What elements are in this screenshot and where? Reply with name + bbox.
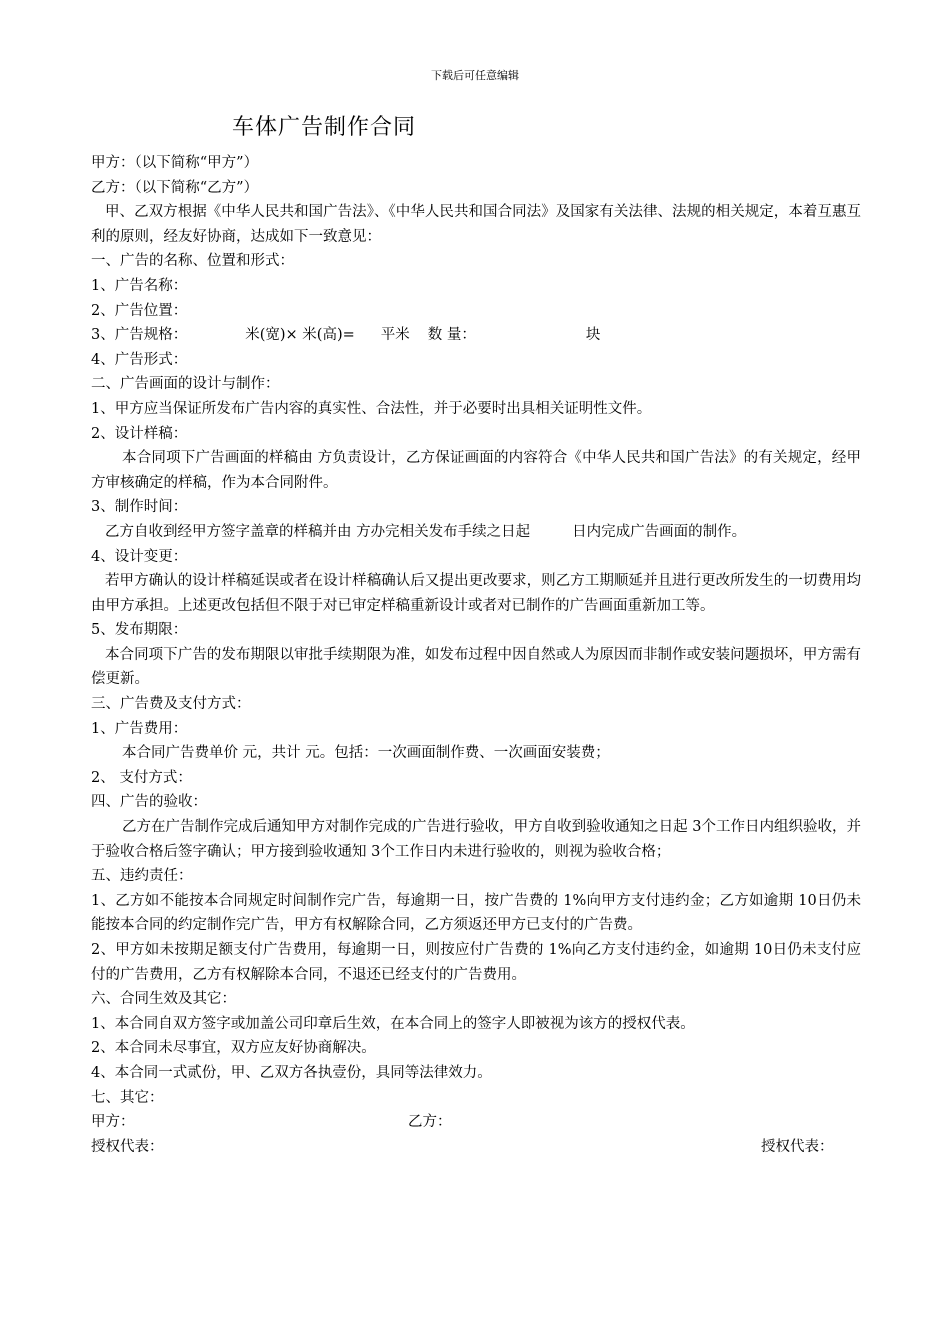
ad-name-line: 1、广告名称：: [91, 277, 188, 294]
party-a-line: 甲方：（以下简称“甲方”）: [91, 155, 259, 171]
design-item-5-title: 5、发布期限：: [91, 622, 188, 639]
party-b-signature-label: 乙方：: [408, 1114, 452, 1131]
ad-position-line: 2、广告位置：: [91, 302, 188, 319]
party-a-representative-label: 授权代表：: [91, 1138, 164, 1155]
design-item-3-body: [91, 520, 861, 545]
design-item-1: 1、甲方应当保证所发布广告内容的真实性、合法性，并于必要时出具相关证明性文件。: [91, 400, 652, 417]
design-item-3-title: 3、制作时间：: [91, 499, 188, 516]
ad-spec-qty: 数 量：: [427, 327, 476, 344]
ad-spec-unit: 块: [585, 327, 601, 344]
section-2-heading: 二、广告画面的设计与制作：: [91, 376, 280, 393]
design-item-4-body: 若甲方确认的设计样稿延误或者在设计样稿确认后又提出更改要求，则乙方工期顺延并且进行更改所发生的一切费用均由甲方承担。上述更改包括但不限于对已审定样稿重新设计或者对已制作的广告画面重新加工等。: [91, 573, 861, 614]
ad-spec-dims: 米(宽)× 米(高)=: [245, 327, 355, 344]
effect-item-1: 1、本合同自双方签字或加盖公司印章后生效，在本合同上的签字人即被视为该方的授权代表。: [91, 1015, 695, 1032]
fee-item-2-title: 2、 支付方式：: [91, 769, 192, 786]
acceptance-body: 乙方在广告制作完成后通知甲方对制作完成的广告进行验收，甲方自收到验收通知之日起 3个工作日内组织验收，并于验收合格后签字确认；甲方接到验收通知 3个工作日内未进行验收的，则视为验收合格；: [91, 819, 861, 860]
section-5-heading: 五、违约责任：: [91, 868, 193, 885]
fee-item-1-body: 本合同广告费单价 元，共计 元。包括：一次画面制作费、一次画面安装费；: [122, 745, 610, 762]
party-b-line: 乙方：（以下简称“乙方”）: [91, 179, 259, 196]
section-3-heading: 三、广告费及支付方式：: [91, 696, 251, 713]
ad-form-line: 4、广告形式：: [91, 351, 188, 368]
section-6-heading: 六、合同生效及其它：: [91, 991, 236, 1008]
section-1-heading: 一、广告的名称、位置和形式：: [91, 253, 294, 270]
party-a-signature-label: 甲方：: [91, 1114, 135, 1131]
party-b-representative-label: 授权代表：: [761, 1138, 834, 1155]
ad-spec-area: 平米: [380, 327, 410, 344]
design-item-5-body: 本合同项下广告的发布期限以审批手续期限为准，如发布过程中因自然或人为原因而非制作或安装问题损坏，甲方需有偿更新。: [91, 646, 861, 688]
document-title: 车体广告制作合同: [232, 115, 417, 140]
contract-body: [91, 151, 861, 1159]
breach-item-2: 2、甲方如未按期足额支付广告费用，每逾期一日，则按应付广告费的 1%向乙方支付违约金，如逾期 10日仍未支付应付的广告费用，乙方有权解除本合同，不退还已经支付的广告费用。: [91, 942, 861, 983]
effect-item-2: 2、本合同未尽事宜，双方应友好协商解决。: [91, 1040, 376, 1057]
design-item-3-body-a: 乙方自收到经甲方签字盖章的样稿并由 方办完相关发布手续之日起: [105, 523, 531, 540]
effect-item-4: 4、本合同一式贰份，甲、乙双方各执壹份，具同等法律效力。: [91, 1064, 492, 1081]
section-4-heading: 四、广告的验收：: [91, 794, 207, 811]
ad-spec-label: 3、广告规格：: [91, 327, 188, 344]
fee-item-1-title: 1、广告费用：: [91, 720, 188, 737]
design-item-2-body: 本合同项下广告画面的样稿由 方负责设计，乙方保证画面的内容符合《中华人民共和国广告法》的有关规定，经甲方审核确定的样稿，作为本合同附件。: [91, 450, 861, 491]
header-note: 下载后可任意编辑: [431, 69, 519, 82]
design-item-2-title: 2、设计样稿：: [91, 425, 188, 442]
representative-row: [91, 1135, 861, 1160]
section-7-heading: 七、其它：: [91, 1089, 164, 1106]
signature-row: [91, 1110, 861, 1135]
ad-spec-line: [91, 323, 861, 348]
breach-item-1: 1、乙方如不能按本合同规定时间制作完广告，每逾期一日，按广告费的 1%向甲方支付违约金；乙方如逾期 10日仍未能按本合同的约定制作完广告，甲方有权解除合同，乙方须返还甲方已支付的广告费。: [91, 892, 861, 934]
preamble: 甲、乙双方根据《中华人民共和国广告法》、《中华人民共和国合同法》及国家有关法律、法规的相关规定，本着互惠互利的原则，经友好协商，达成如下一致意见：: [91, 204, 861, 245]
design-item-4-title: 4、设计变更：: [91, 548, 188, 565]
design-item-3-body-b: 日内完成广告画面的制作。: [572, 523, 747, 540]
